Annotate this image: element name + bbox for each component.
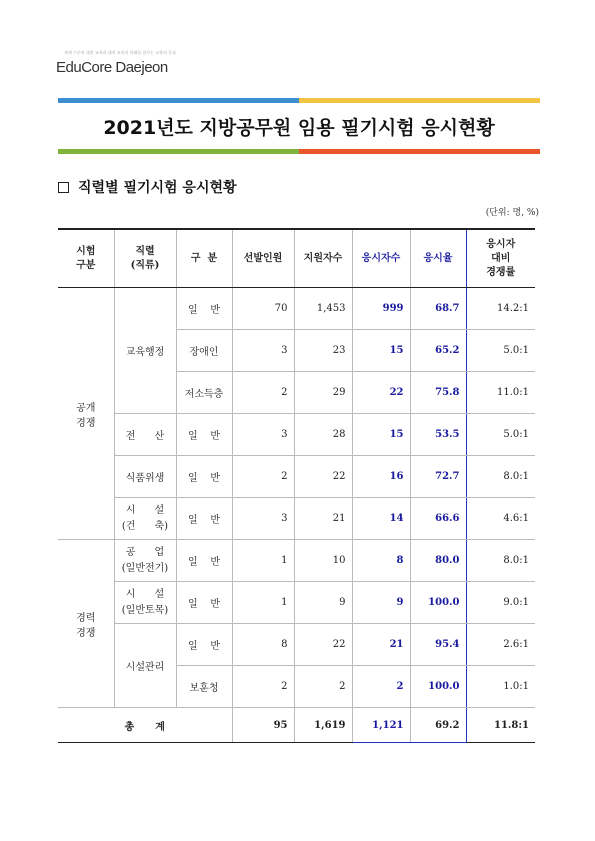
header-cell: 시험 구분 — [58, 229, 114, 288]
applied-cell: 23 — [294, 330, 352, 372]
type-cell: 일 반 — [176, 540, 232, 582]
took-cell: 21 — [352, 624, 410, 666]
rate-cell: 95.4 — [410, 624, 466, 666]
series-cell: 식품위생 — [114, 456, 176, 498]
took-cell: 9 — [352, 582, 410, 624]
logo-text: EduCore Daejeon — [56, 59, 168, 76]
ratio-cell: 1.0:1 — [466, 666, 535, 708]
selected-cell: 2 — [232, 456, 294, 498]
title-banner — [58, 98, 540, 154]
total-rate: 69.2 — [410, 708, 466, 743]
applied-cell: 10 — [294, 540, 352, 582]
rate-cell: 100.0 — [410, 582, 466, 624]
type-cell: 일 반 — [176, 456, 232, 498]
educore-logo — [56, 50, 186, 84]
header-cell: 지원자수 — [294, 229, 352, 288]
series-cell: 시 설 (건 축) — [114, 498, 176, 540]
ratio-cell: 11.0:1 — [466, 372, 535, 414]
applied-cell: 22 — [294, 456, 352, 498]
selected-cell: 70 — [232, 288, 294, 330]
series-cell: 시 설 (일반토목) — [114, 582, 176, 624]
selected-cell: 2 — [232, 372, 294, 414]
header-cell: 구 분 — [176, 229, 232, 288]
exam-group-cell: 공개 경쟁 — [58, 288, 114, 540]
rate-cell: 66.6 — [410, 498, 466, 540]
applied-cell: 29 — [294, 372, 352, 414]
rate-cell: 72.7 — [410, 456, 466, 498]
header-cell: 직렬 (직류) — [114, 229, 176, 288]
header-cell: 응시자수 — [352, 229, 410, 288]
logo-tagline: 세계 수준의 대전 교육과 대전 교육의 미래를 꿈꾸는 교육의 중심 — [64, 50, 176, 55]
ratio-cell: 9.0:1 — [466, 582, 535, 624]
ratio-cell: 4.6:1 — [466, 498, 535, 540]
total-ratio: 11.8:1 — [466, 708, 535, 743]
type-cell: 장애인 — [176, 330, 232, 372]
header-cell: 응시자 대비 경쟁률 — [466, 229, 535, 288]
table-row — [58, 288, 535, 330]
applied-cell: 28 — [294, 414, 352, 456]
table-row — [58, 540, 535, 582]
header-row — [58, 229, 535, 288]
exam-group-cell: 경력 경쟁 — [58, 540, 114, 708]
section-title: 직렬별 필기시험 응시현황 — [78, 180, 237, 196]
ratio-cell: 8.0:1 — [466, 456, 535, 498]
selected-cell: 8 — [232, 624, 294, 666]
table-row — [58, 498, 535, 540]
square-bullet-icon — [58, 182, 69, 193]
took-cell: 14 — [352, 498, 410, 540]
applied-cell: 1,453 — [294, 288, 352, 330]
total-selected: 95 — [232, 708, 294, 743]
took-cell: 15 — [352, 330, 410, 372]
total-applied: 1,619 — [294, 708, 352, 743]
took-cell: 16 — [352, 456, 410, 498]
applied-cell: 9 — [294, 582, 352, 624]
took-cell: 8 — [352, 540, 410, 582]
exam-status-table — [58, 228, 535, 743]
rate-cell: 75.8 — [410, 372, 466, 414]
applied-cell: 2 — [294, 666, 352, 708]
series-cell: 교육행정 — [114, 288, 176, 414]
type-cell: 저소득층 — [176, 372, 232, 414]
type-cell: 보훈청 — [176, 666, 232, 708]
series-cell: 공 업 (일반전기) — [114, 540, 176, 582]
rate-cell: 65.2 — [410, 330, 466, 372]
title-bottom-bar — [58, 149, 540, 154]
total-row — [58, 708, 535, 743]
took-cell: 999 — [352, 288, 410, 330]
ratio-cell: 14.2:1 — [466, 288, 535, 330]
selected-cell: 3 — [232, 414, 294, 456]
total-took: 1,121 — [352, 708, 410, 743]
ratio-cell: 8.0:1 — [466, 540, 535, 582]
header-cell: 선발인원 — [232, 229, 294, 288]
table-row — [58, 582, 535, 624]
rate-cell: 80.0 — [410, 540, 466, 582]
type-cell: 일 반 — [176, 582, 232, 624]
selected-cell: 2 — [232, 666, 294, 708]
applied-cell: 22 — [294, 624, 352, 666]
selected-cell: 1 — [232, 582, 294, 624]
took-cell: 2 — [352, 666, 410, 708]
type-cell: 일 반 — [176, 414, 232, 456]
rate-cell: 68.7 — [410, 288, 466, 330]
unit-note: (단위: 명, %) — [485, 208, 539, 218]
table-row — [58, 414, 535, 456]
series-cell: 전 산 — [114, 414, 176, 456]
rate-cell: 100.0 — [410, 666, 466, 708]
total-label: 총 계 — [58, 708, 232, 743]
table-row — [58, 624, 535, 666]
ratio-cell: 5.0:1 — [466, 330, 535, 372]
selected-cell: 1 — [232, 540, 294, 582]
ratio-cell: 5.0:1 — [466, 414, 535, 456]
ratio-cell: 2.6:1 — [466, 624, 535, 666]
applied-cell: 21 — [294, 498, 352, 540]
selected-cell: 3 — [232, 498, 294, 540]
section-heading — [58, 177, 237, 197]
selected-cell: 3 — [232, 330, 294, 372]
type-cell: 일 반 — [176, 498, 232, 540]
series-cell: 시설관리 — [114, 624, 176, 708]
rate-cell: 53.5 — [410, 414, 466, 456]
page-title: 2021년도 지방공무원 임용 필기시험 응시현황 — [103, 116, 495, 139]
took-cell: 15 — [352, 414, 410, 456]
took-cell: 22 — [352, 372, 410, 414]
table-row — [58, 456, 535, 498]
type-cell: 일 반 — [176, 288, 232, 330]
type-cell: 일 반 — [176, 624, 232, 666]
header-cell: 응시율 — [410, 229, 466, 288]
